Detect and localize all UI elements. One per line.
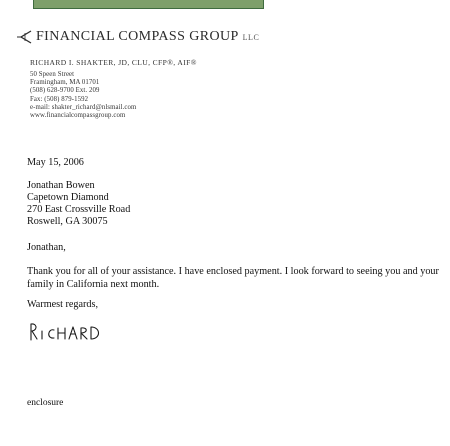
handwritten-signature (28, 318, 108, 344)
closing: Warmest regards, (27, 299, 99, 310)
website-line: www.financialcompassgroup.com (30, 112, 126, 120)
recipient-address (27, 180, 130, 228)
enclosure-note: enclosure (27, 398, 64, 408)
letterhead-contact (30, 58, 197, 120)
sender-name: RICHARD I. SHAKTER, JD, CLU, CFP®, AIF® (30, 58, 197, 67)
email-line: e-mail: shakter_richard@nlsmail.com (30, 103, 137, 111)
fax-line: Fax: (508) 879-1592 (30, 95, 89, 103)
compass-icon (16, 28, 34, 46)
recipient-line: Capetown Diamond (27, 192, 109, 203)
recipient-line: Roswell, GA 30075 (27, 216, 108, 227)
letter-date: May 15, 2006 (27, 157, 84, 168)
address-line: Framingham, MA 01701 (30, 79, 100, 87)
salutation: Jonathan, (27, 242, 66, 253)
letter-body: Thank you for all of your assistance. I have enclosed payment. I look forward to seeing you and your family in California next month. (27, 266, 439, 290)
address-line: 50 Speen Street (30, 71, 75, 78)
recipient-line: Jonathan Bowen (27, 180, 95, 191)
green-header-band (33, 0, 264, 9)
recipient-line: 270 East Crossville Road (27, 204, 131, 215)
phone-line: (508) 628-9700 Ext. 209 (30, 87, 100, 95)
company-name: FINANCIAL COMPASS GROUP (36, 29, 239, 44)
company-suffix: LLC (242, 32, 260, 42)
company-logo (16, 28, 259, 46)
